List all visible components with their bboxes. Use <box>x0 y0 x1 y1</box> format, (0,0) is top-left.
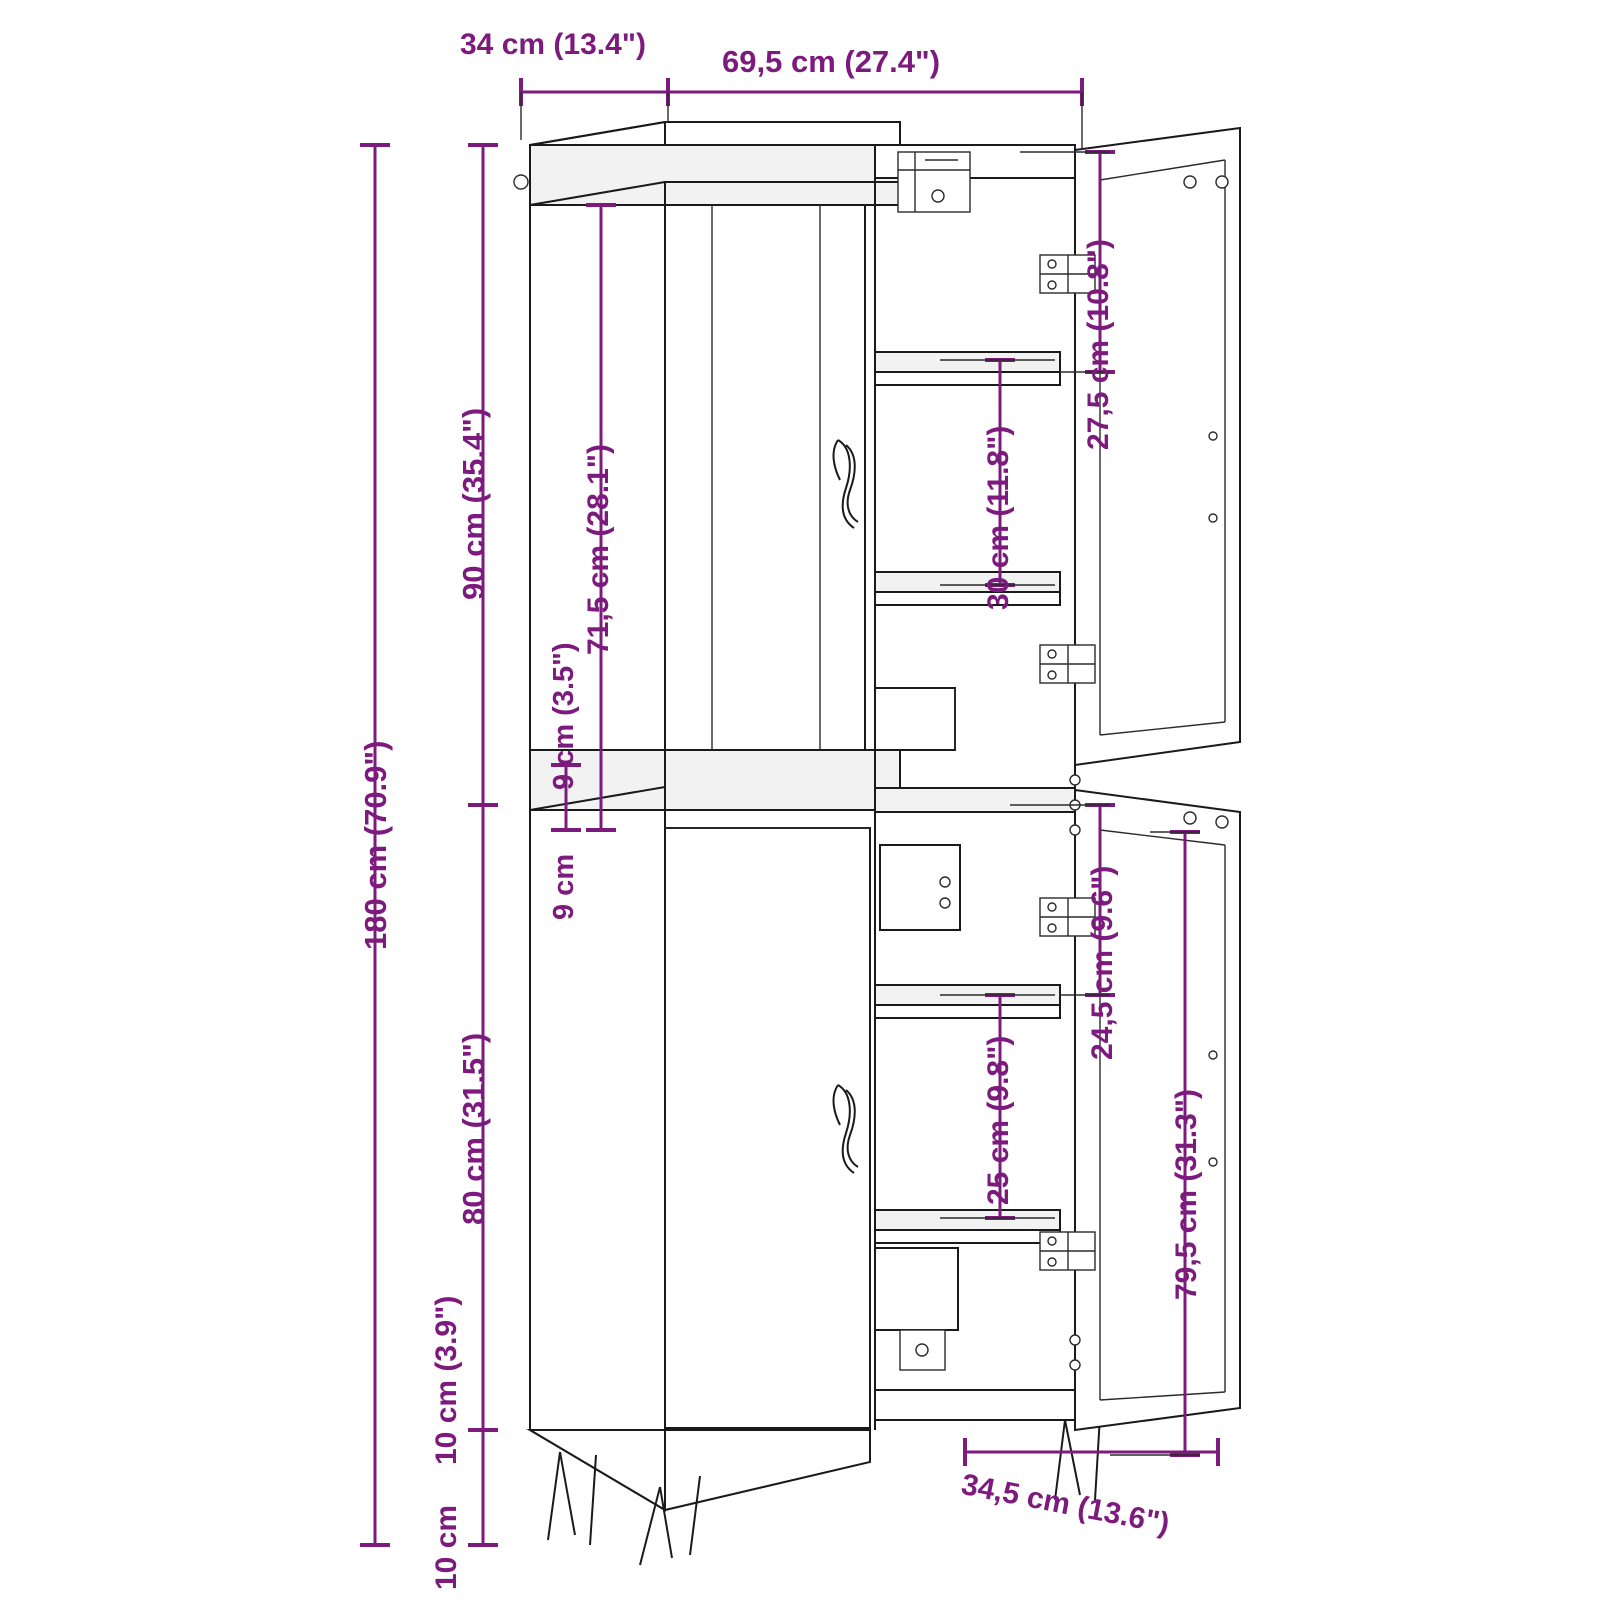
dimension-label-lower-door: 79,5 cm (31.3") <box>1170 1088 1203 1300</box>
dimension-label-mid-rail: 9 cm (3.5") <box>548 642 580 790</box>
dimension-label-shelf-gap-30: 30 cm (11.8") <box>982 425 1015 610</box>
dimension-label-width-top: 69,5 cm (27.4") <box>722 44 941 79</box>
hinge-lower-2 <box>1040 1232 1095 1270</box>
dimension-label-leg-height: 10 cm (3.9") <box>430 1295 463 1465</box>
dimension-label-lower-height: 80 cm (31.5") <box>456 1032 491 1225</box>
dimension-label-depth-top: 34 cm (13.4") <box>460 28 646 61</box>
dimension-label-upper-door: 71,5 cm (28.1") <box>582 443 615 655</box>
dimension-label-upper-height: 90 cm (35.4") <box>456 407 491 600</box>
hinge-lower-bottom-plate <box>900 1330 945 1370</box>
dimension-label-door-panel-275: 27,5 cm (10.8") <box>1082 238 1115 450</box>
dimension-label-shelf-gap-25: 25 cm (9.8") <box>982 1035 1015 1205</box>
hinge-upper-top <box>898 152 970 212</box>
hinge-upper-2 <box>1040 645 1095 683</box>
dimension-label-mid-rail-2: 9 cm <box>548 853 580 920</box>
dimension-label-total-height: 180 cm (70.9") <box>358 740 393 950</box>
dimension-label-leg-height-2: 10 cm <box>430 1504 463 1590</box>
cabinet-body <box>514 122 1240 1565</box>
dimension-label-depth-bottom: 34,5 cm (13.6") <box>958 1468 1173 1541</box>
dimension-label-door-panel-245: 24,5 cm (9.6") <box>1086 865 1119 1060</box>
